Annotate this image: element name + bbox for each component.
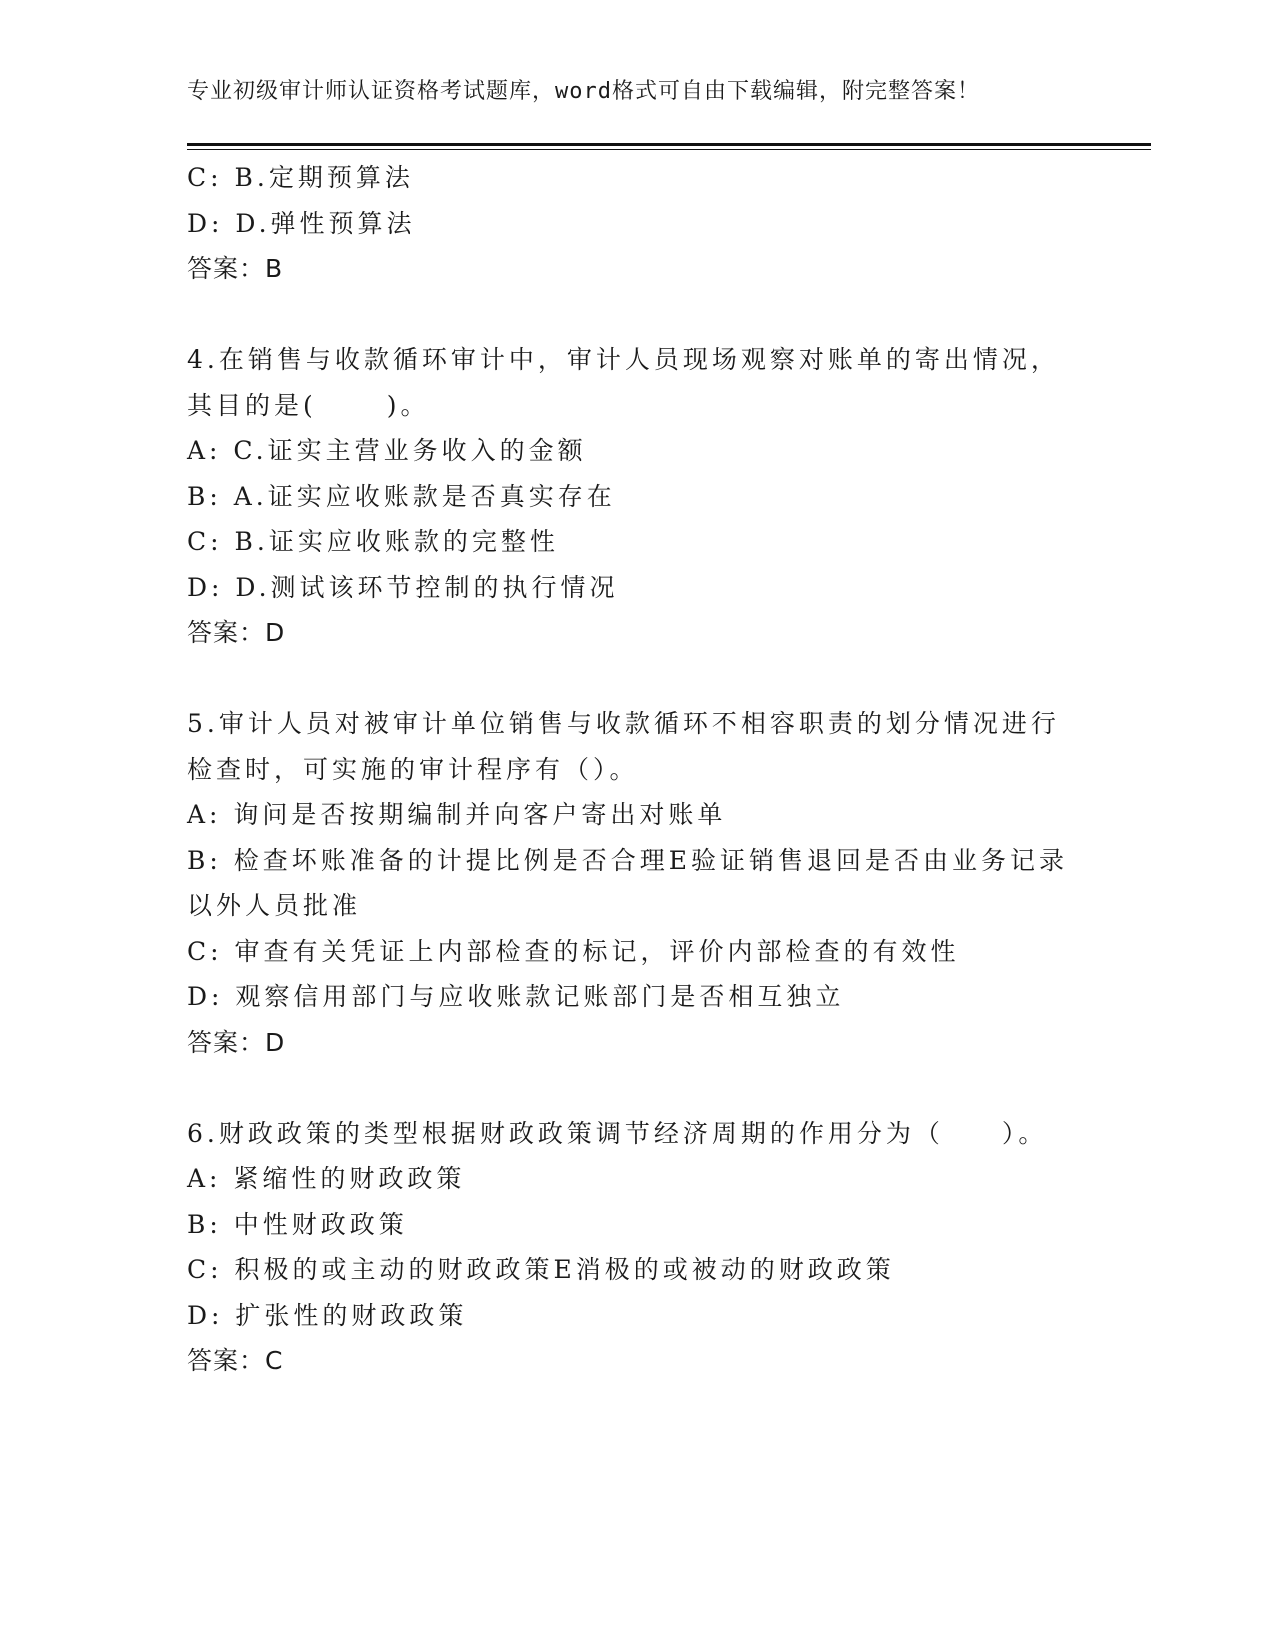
question-stem: 其目的是( )。 xyxy=(187,390,430,420)
page-header: 专业初级审计师认证资格考试题库，word格式可自由下载编辑，附完整答案！ xyxy=(187,79,980,104)
option-line: D: D.弹性预算法 xyxy=(187,208,416,238)
option-line: C: 积极的或主动的财政政策E消极的或被动的财政政策 xyxy=(187,1255,895,1284)
header-rule-thick xyxy=(187,143,1151,146)
question-stem: 5.审计人员对被审计单位销售与收款循环不相容职责的划分情况进行 xyxy=(187,709,1060,738)
option-line: C: B.定期预算法 xyxy=(187,163,414,192)
spacer xyxy=(187,292,1087,338)
question-stem: 6.财政政策的类型根据财政政策调节经济周期的作用分为（ ）。 xyxy=(187,1118,1048,1148)
question-5 xyxy=(187,701,1087,1065)
option-line: A: C.证实主营业务收入的金额 xyxy=(187,436,587,465)
option-line: B: 中性财政政策 xyxy=(187,1209,408,1239)
option-line: D: D.测试该环节控制的执行情况 xyxy=(187,572,619,602)
option-line: 以外人员批准 xyxy=(187,891,362,920)
document-body xyxy=(187,155,1087,1384)
question-stem: 4.在销售与收款循环审计中，审计人员现场观察对账单的寄出情况， xyxy=(187,345,1060,374)
answer-line: 答案：D xyxy=(187,618,286,647)
question-6 xyxy=(187,1111,1087,1384)
option-line: B: A.证实应收账款是否真实存在 xyxy=(187,481,616,511)
spacer xyxy=(187,656,1087,702)
spacer xyxy=(187,1065,1087,1111)
header-rule-thin xyxy=(187,149,1151,150)
option-line: D: 观察信用部门与应收账款记账部门是否相互独立 xyxy=(187,982,845,1011)
option-line: A: 紧缩性的财政政策 xyxy=(187,1164,466,1193)
option-line: C: B.证实应收账款的完整性 xyxy=(187,527,559,556)
question-stem: 检查时，可实施的审计程序有（）。 xyxy=(187,754,639,784)
answer-line: 答案：B xyxy=(187,254,284,283)
option-line: C: 审查有关凭证上内部检查的标记，评价内部检查的有效性 xyxy=(187,936,960,966)
option-line: A: 询问是否按期编制并向客户寄出对账单 xyxy=(187,800,727,829)
option-line: D: 扩张性的财政政策 xyxy=(187,1300,468,1330)
option-line: B: 检查坏账准备的计提比例是否合理E验证销售退回是否由业务记录 xyxy=(187,845,1068,875)
answer-line: 答案：D xyxy=(187,1027,286,1057)
prev-question-tail xyxy=(187,155,1087,292)
answer-line: 答案：C xyxy=(187,1346,284,1375)
question-4 xyxy=(187,337,1087,656)
